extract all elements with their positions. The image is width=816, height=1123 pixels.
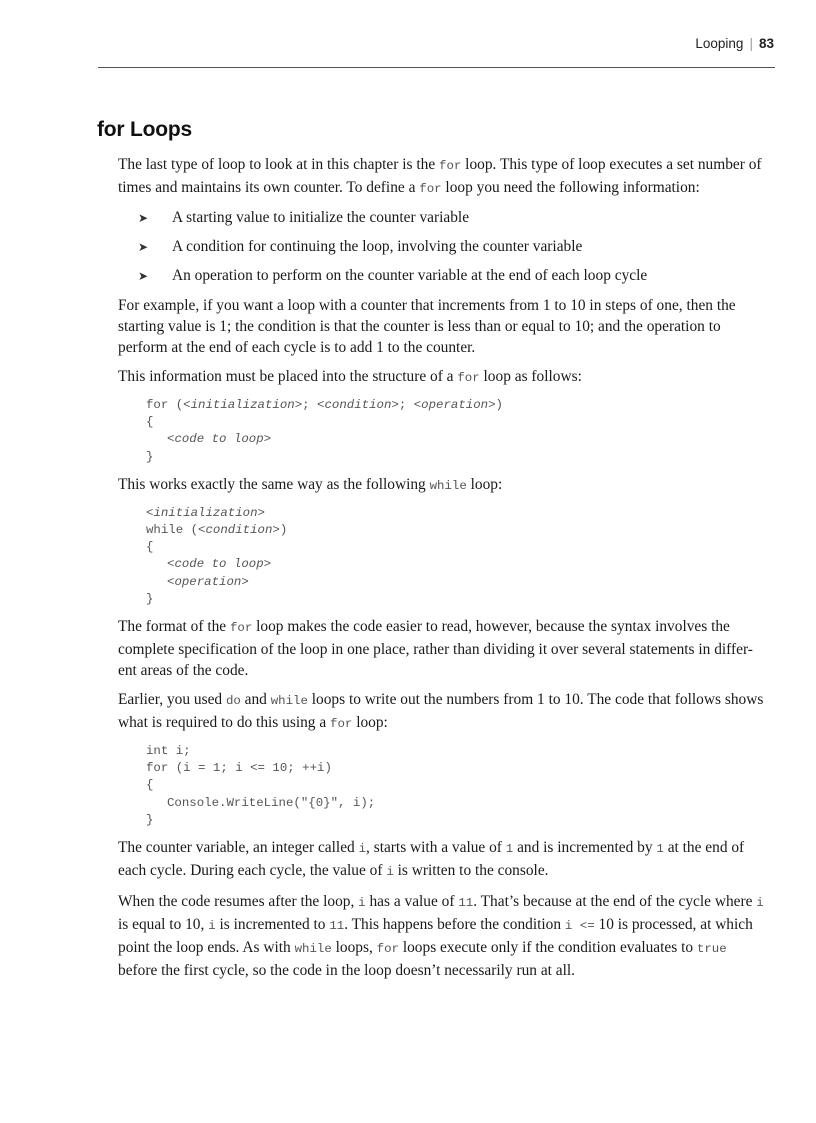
code-block-while-syntax: <initialization> while (<condition>) { <code to loop> <operation> } [146,505,288,606]
paragraph-intro: The last type of loop to look at in this chapter is the for loop. This type of loop executes a set number of times and maintains its own counter. To define a for loop you need the following information: [118,156,762,196]
paragraph-counter: The counter variable, an integer called i, starts with a value of 1 and is incremented by 1 at the end of each cycle. During each cycle, the value of i is written to the console. [118,839,745,880]
list-item: ➤ A condition for continuing the loop, involving the counter variable [138,238,583,255]
paragraph-earlier: Earlier, you used do and while loops to write out the numbers from 1 to 10. The code that follows shows what is required to do this using a for loop: [118,691,764,732]
header-rule [98,67,775,68]
section-title: for Loops [97,118,193,141]
page-number: 83 [758,36,774,51]
header-separator: | [749,36,753,51]
list-item: ➤ An operation to perform on the counter variable at the end of each loop cycle [138,267,648,284]
running-header [695,36,774,51]
body-text [118,154,768,989]
arrow-bullet-icon: ➤ [138,269,149,283]
arrow-bullet-icon: ➤ [138,240,149,254]
paragraph-format: The format of the for loop makes the code easier to read, however, because the syntax involves the complete specification of the loop in one place, rather than dividing it over several statements in differ-ent areas of the code. [118,618,753,680]
bullet-list [118,208,768,286]
paragraph-while-compare: This works exactly the same way as the following while loop: [118,475,503,493]
paragraph-resume: When the code resumes after the loop, i has a value of 11. That’s because at the end of the cycle where i is equal to 10, i is incremented to 11. This happens before the condition i <= 10 is processed, at which point the loop ends. As with while loops, for loops execute only if the condition evaluates to true before the first cycle, so the code in the loop doesn’t necessarily run at all. [118,893,764,980]
paragraph-structure: This information must be placed into the structure of a for loop as follows: [118,368,582,385]
list-item: ➤ A starting value to initialize the counter variable [138,209,470,226]
paragraph-example: For example, if you want a loop with a counter that increments from 1 to 10 in steps of one, then the starting value is 1; the condition is that the counter is less than or equal to 10; and the operation to perform at the end of each cycle is to add 1 to the counter. [118,297,736,356]
code-block-for-example: int i; for (i = 1; i <= 10; ++i) { Console.WriteLine("{0}", i); } [146,744,376,827]
header-section: Looping [695,36,744,51]
arrow-bullet-icon: ➤ [138,211,149,225]
code-block-for-syntax: for (<initialization>; <condition>; <operation>) { <code to loop> } [146,398,503,464]
